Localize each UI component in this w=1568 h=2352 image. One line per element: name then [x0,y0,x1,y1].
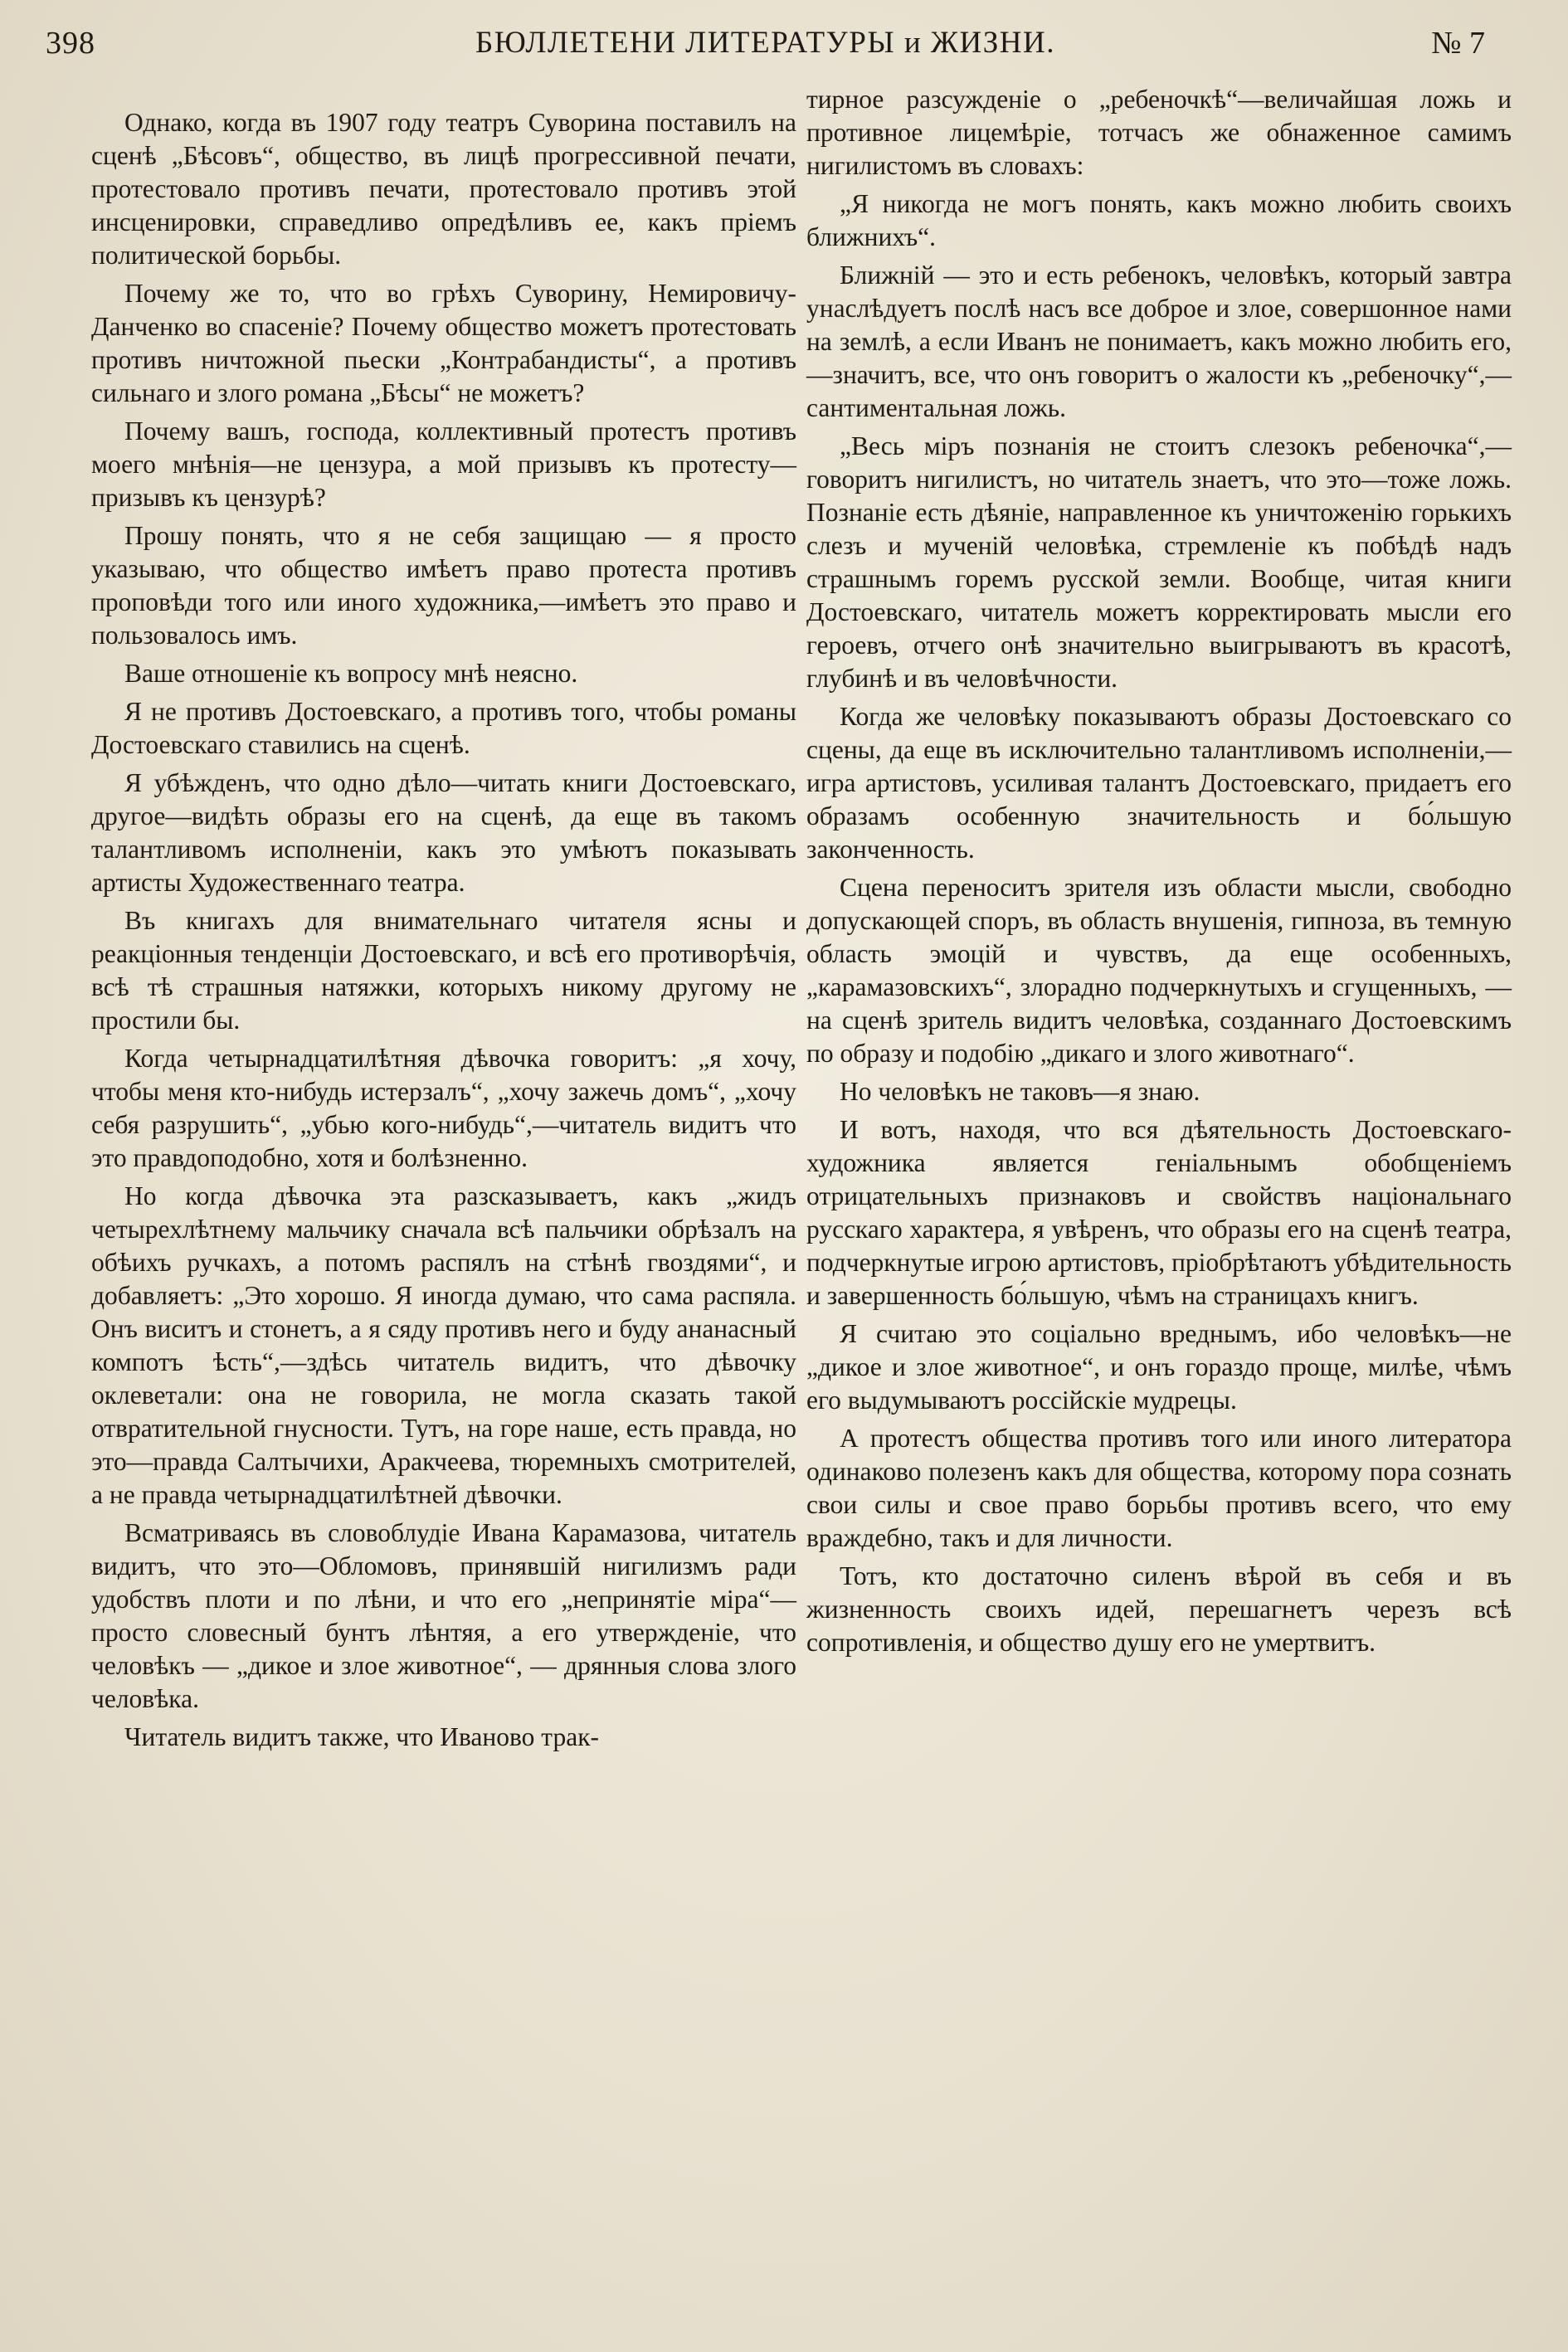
paragraph: Почему вашъ, господа, коллективный протестъ противъ моего мнѣнія—не цензура, а мой призывъ къ протесту—призывъ къ цензурѣ? [91,416,796,512]
paragraph: Тотъ, кто достаточно силенъ вѣрой въ себя и въ жизненность своихъ идей, перешагнетъ черезъ всѣ сопротивленія, и общество душу его не умертвитъ. [806,1561,1512,1657]
paragraph: А протестъ общества противъ того или иного литератора одинаково полезенъ какъ для общества, которому пора сознать свои силы и свое право борьбы противъ всего, что ему враждебно, такъ и для личности. [806,1424,1512,1552]
paragraph: Всматриваясь въ словоблудіе Ивана Карамазова, читатель видитъ, что это—Обломовъ, принявшій нигилизмъ ради удобствъ плоти и по лѣни, и что его „непринятіе міра“—просто словесный бунтъ лѣнтяя, а его утвержденіе, что человѣкъ — „дикое и злое животное“, — дрянныя слова злого человѣка. [91,1518,796,1713]
right-column [806,83,1512,1664]
paragraph: Но когда дѣвочка эта разсказываетъ, какъ „жидъ четырехлѣтнему мальчику сначала всѣ пальчики обрѣзалъ на обѣихъ ручкахъ, а потомъ распялъ на стѣнѣ гвоздями“, и добавляетъ: „Это хорошо. Я иногда думаю, что сама распяла. Онъ виситъ и стонетъ, а я сяду противъ него и буду ананасный компотъ ѣсть“,—здѣсь читатель видитъ, что дѣвочку оклеветали: она не говорила, не могла сказать такой отвратительной гнусности. Тутъ, на горе наше, есть правда, но это—правда Салтычихи, Аракчеева, тюремныхъ смотрителей, а не правда четырнадцатилѣтней дѣвочки. [91,1181,796,1509]
paragraph: Почему же то, что во грѣхъ Суворину, Немировичу-Данченко во спасеніе? Почему общество можетъ протестовать противъ ничтожной пьески „Контрабандисты“, а противъ сильнаго и злого романа „Бѣсы“ не можетъ? [91,279,796,407]
paragraph: Ваше отношеніе къ вопросу мнѣ неясно. [124,659,578,688]
paragraph: Когда четырнадцатилѣтняя дѣвочка говоритъ: „я хочу, чтобы меня кто-нибудь истерзалъ“, „хочу зажечь домъ“, „хочу себя разрушить“, „убью кого-нибудь“,—читатель видитъ что это правдоподобно, хотя и болѣзненно. [91,1044,796,1172]
paragraph: Читатель видитъ также, что Иваново трак- [124,1722,599,1751]
page-header [46,25,1485,68]
left-column [91,106,796,1759]
paragraph: Но человѣкъ не таковъ—я знаю. [840,1077,1200,1106]
paragraph: И вотъ, находя, что вся дѣятельность Достоевскаго-художника является геніальнымъ обобщеніемъ отрицательныхъ признаковъ и свойствъ національнаго русскаго характера, я увѣренъ, что образы его на сценѣ театра, подчеркнутые игрою артистовъ, пріобрѣтаютъ убѣдительность и завершенность бо́льшую, чѣмъ на страницахъ книгъ. [806,1115,1512,1310]
paragraph: Въ книгахъ для внимательнаго читателя ясны и реакціонныя тенденціи Достоевскаго, и всѣ его противорѣчія, всѣ тѣ страшныя натяжки, которыхъ никому другому не простили бы. [91,906,796,1035]
paragraph: Однако, когда въ 1907 году театръ Суворина поставилъ на сценѣ „Бѣсовъ“, общество, въ лицѣ прогрессивной печати, протестовало противъ печати, протестовало противъ этой инсценировки, справедливо опредѣливъ ее, какъ пріемъ политической борьбы. [91,108,796,270]
paragraph: „Я никогда не могъ понять, какъ можно любить своихъ ближнихъ“. [806,189,1512,251]
running-title: БЮЛЛЕТЕНИ ЛИТЕРАТУРЫ и ЖИЗНИ. [475,26,1055,60]
paragraph: Прошу понять, что я не себя защищаю — я просто указываю, что общество имѣетъ право протеста противъ проповѣди того или иного художника,—имѣетъ это право и пользовалось имъ. [91,521,796,650]
paragraph: „Весь міръ познанія не стоитъ слезокъ ребеночка“,—говоритъ нигилистъ, но читатель знаетъ, что это—тоже ложь. Познаніе есть дѣяніе, направленное къ уничтоженію горькихъ слезъ и мученій человѣка, стремленіе къ побѣдѣ надъ страшнымъ горемъ русской земли. Вообще, читая книги Достоевскаго, читатель можетъ корректировать мысли его героевъ, отчего онѣ значительно выигрываютъ въ красотѣ, глубинѣ и въ человѣчности. [806,431,1512,693]
issue-number: № 7 [1431,26,1485,61]
paragraph: Когда же человѣку показываютъ образы Достоевскаго со сцены, да еще въ исключительно талантливомъ исполненіи,—игра артистовъ, усиливая талантъ Достоевскаго, придаетъ его образамъ особенную значительность и бо́льшую законченность. [806,702,1512,864]
paragraph: Я не противъ Достоевскаго, а противъ того, чтобы романы Достоевскаго ставились на сценѣ. [91,697,796,759]
paragraph: Ближній — это и есть ребенокъ, человѣкъ, который завтра унаслѣдуетъ послѣ насъ все доброе и злое, совершонное нами на землѣ, а если Иванъ не понимаетъ, какъ можно любить его,—значитъ, все, что онъ говоритъ о жалости къ „ребеночку“,—сантиментальная ложь. [806,261,1512,422]
page-number: 398 [46,26,95,61]
paragraph: Я убѣжденъ, что одно дѣло—читать книги Достоевскаго, другое—видѣть образы его на сценѣ, да еще въ такомъ талантливомъ исполненіи, какъ это умѣютъ показывать артисты Художественнаго театра. [91,768,796,897]
paragraph-continuation: тирное разсужденіе о „ребеночкѣ“—величайшая ложь и противное лицемѣріе, тотчасъ же обнаженное самимъ нигилистомъ въ словахъ: [806,85,1512,180]
paragraph: Я считаю это соціально вреднымъ, ибо человѣкъ—не „дикое и злое животное“, и онъ гораздо проще, милѣе, чѣмъ его выдумываютъ россійскіе мудрецы. [806,1319,1512,1415]
paragraph: Сцена переноситъ зрителя изъ области мысли, свободно допускающей споръ, въ область внушенія, гипноза, въ темную область эмоцій и чувствъ, да еще особенныхъ, „карамазовскихъ“, злорадно подчеркнутыхъ и сгущенныхъ, — на сценѣ зритель видитъ человѣка, созданнаго Достоевскимъ по образу и подобію „дикаго и злого животнаго“. [806,873,1512,1068]
